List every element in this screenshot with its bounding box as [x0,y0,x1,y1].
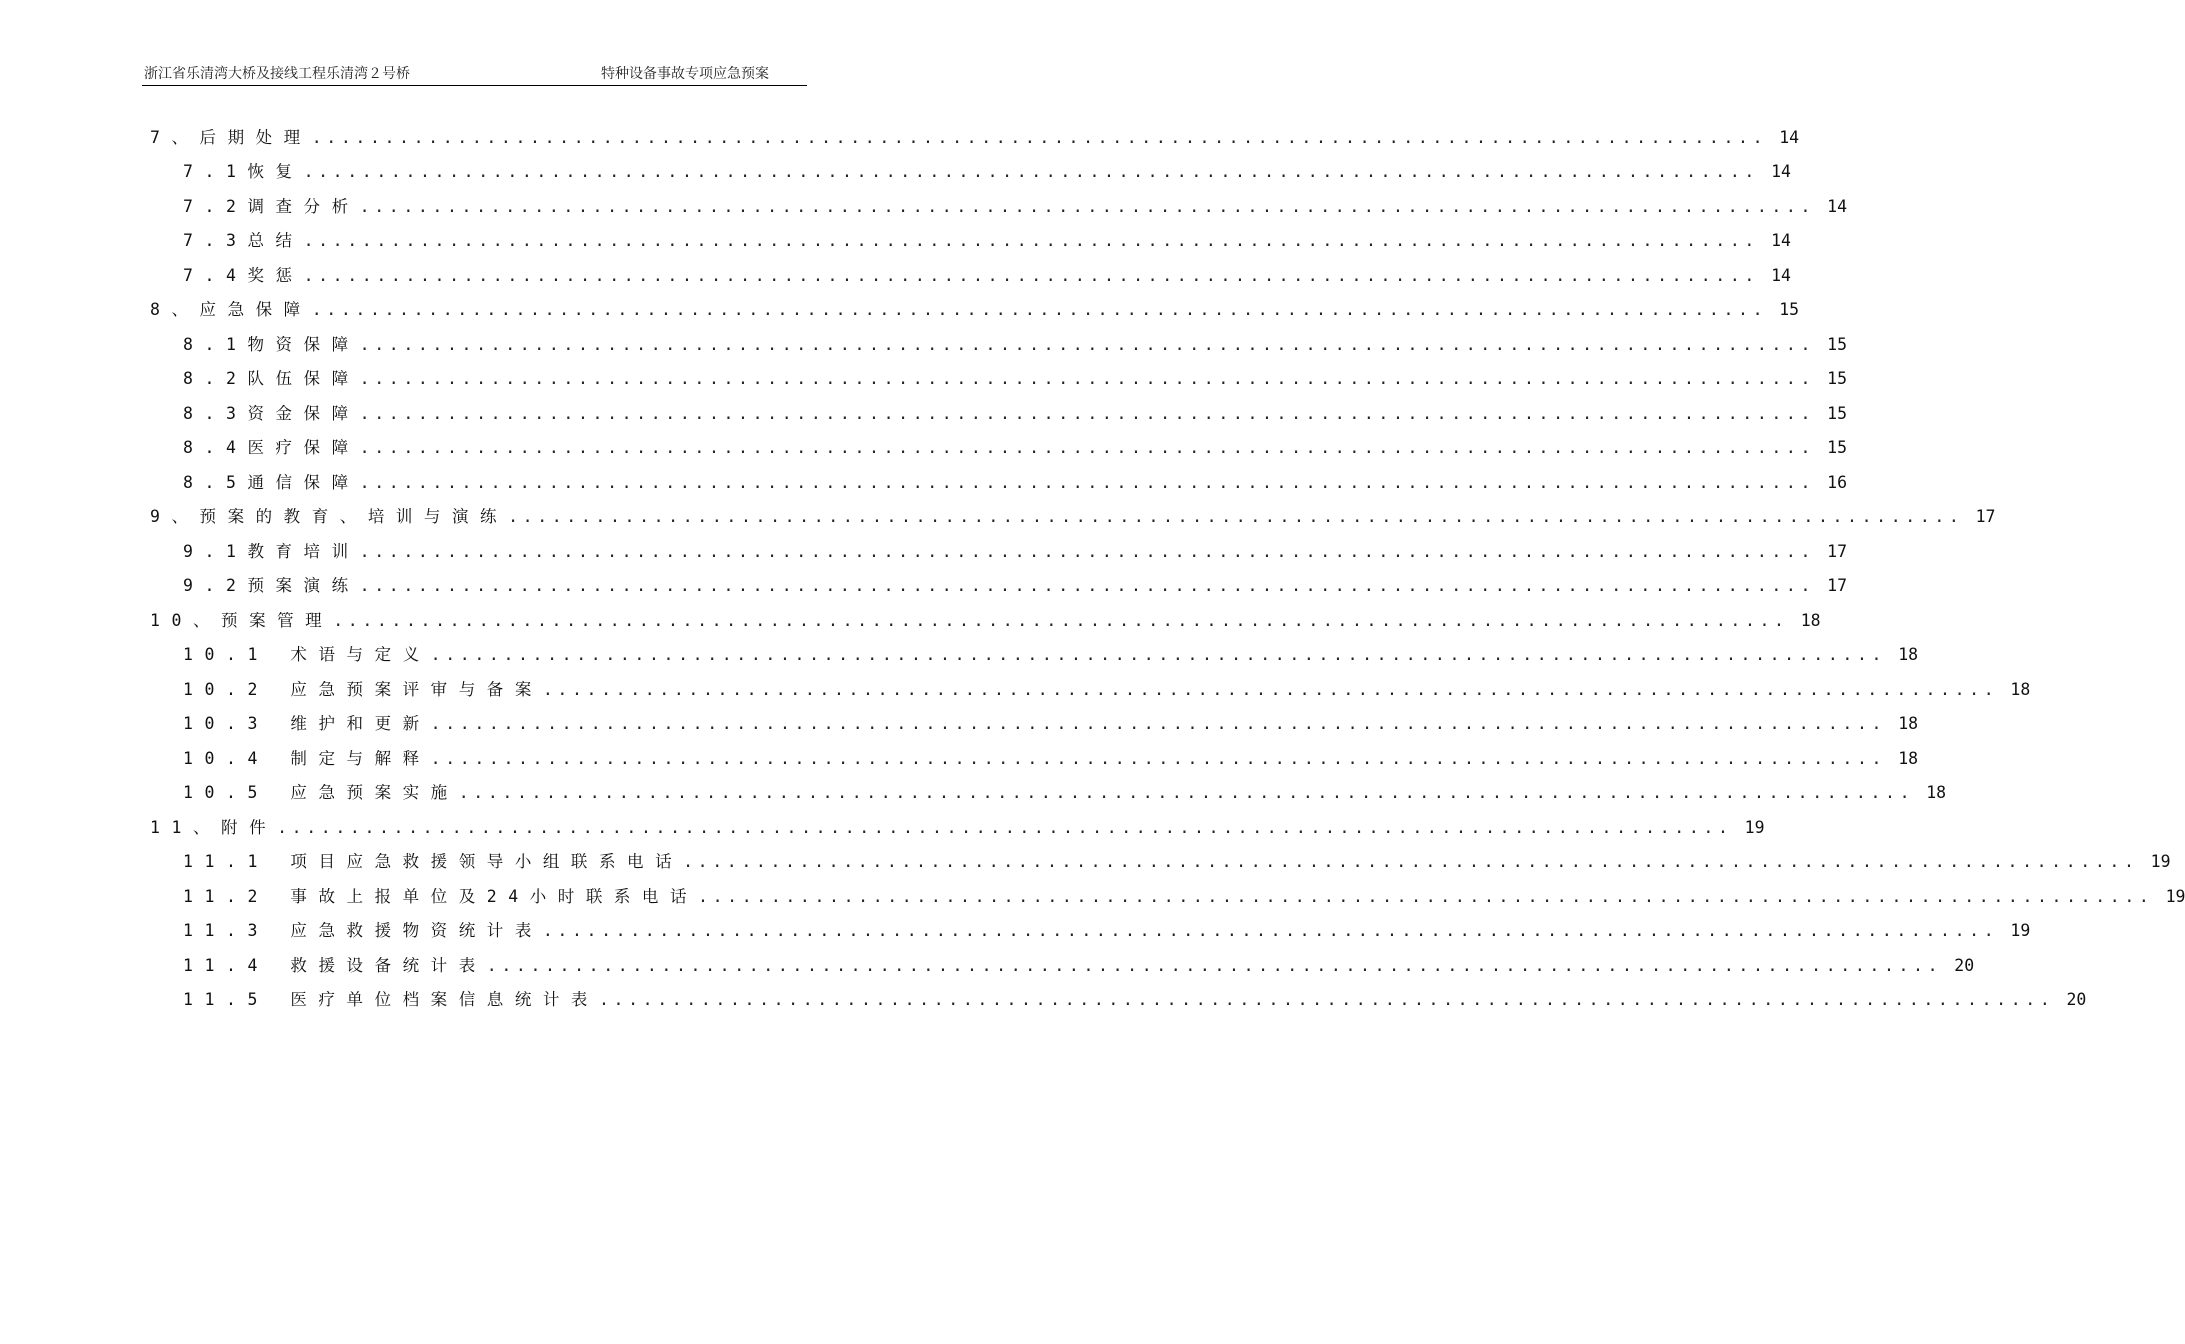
toc-dot-leader: .................................................................................................... [359,576,1816,595]
toc-entry-title: 7、后期处理 [150,128,312,147]
toc-entry[interactable] [183,367,1848,391]
toc-entry-title: 8.2队伍保障 [183,369,360,388]
toc-entry-page: 18 [1898,714,1919,733]
toc-entry-page: 14 [1827,197,1848,216]
toc-entry-title: 10.5 应急预案实施 [183,783,459,802]
toc-entry-title: 7.3总结 [183,231,304,250]
header-document-title: 特种设备事故专项应急预案 [601,66,769,82]
toc-entry-title: 8.4医疗保障 [183,438,360,457]
toc-dot-leader: .................................................................................................... [359,542,1816,561]
toc-entry-title: 11、附件 [150,818,278,837]
toc-entry-page: 16 [1827,473,1848,492]
toc-entry[interactable] [183,333,1848,357]
toc-dot-leader: .................................................................................................... [359,404,1816,423]
toc-entry[interactable] [183,712,1919,736]
toc-entry-page: 20 [2066,990,2087,1009]
toc-entry-title: 11.5 医疗单位档案信息统计表 [183,990,599,1009]
toc-entry[interactable] [183,264,1791,288]
toc-entry-page: 15 [1827,438,1848,457]
toc-entry-page: 19 [2010,921,2031,940]
toc-entry-page: 14 [1771,162,1791,181]
toc-dot-leader: .................................................................................................... [430,645,1887,664]
toc-entry-page: 18 [2010,680,2031,699]
toc-dot-leader: .................................................................................................... [303,266,1759,285]
toc-entry[interactable] [183,747,1919,771]
toc-entry[interactable] [150,609,1821,633]
toc-entry-page: 14 [1771,231,1791,250]
toc-entry[interactable] [183,885,2185,909]
toc-entry[interactable] [183,954,1975,978]
toc-dot-leader: .................................................................................................... [359,369,1816,388]
toc-entry-title: 10.1 术语与定义 [183,645,431,664]
toc-entry-page: 14 [1779,128,1800,147]
toc-dot-leader: .................................................................................................... [359,473,1816,492]
toc-dot-leader: .................................................................................................... [430,714,1887,733]
toc-dot-leader: .................................................................................................... [458,783,1915,802]
page-header [142,66,807,86]
toc-entry[interactable] [150,816,1765,840]
toc-entry[interactable] [183,229,1791,253]
toc-dot-leader: .................................................................................................... [683,852,2139,871]
toc-dot-leader: .................................................................................................... [698,887,2154,906]
toc-entry-title: 10.3 维护和更新 [183,714,431,733]
toc-entry-page: 17 [1827,576,1848,595]
toc-entry[interactable] [183,160,1791,184]
toc-entry-title: 8.1物资保障 [183,335,360,354]
toc-dot-leader: .................................................................................................... [311,300,1768,319]
toc-entry-title: 9、预案的教育、培训与演练 [150,507,509,526]
header-project-title: 浙江省乐清湾大桥及接线工程乐清湾２号桥 [144,66,410,82]
toc-entry[interactable] [183,402,1848,426]
toc-entry-page: 19 [2150,852,2171,871]
toc-dot-leader: .................................................................................................... [359,438,1816,457]
toc-entry-title: 9.1教育培训 [183,542,360,561]
toc-entry-page: 18 [1898,749,1919,768]
toc-entry-page: 15 [1827,369,1848,388]
toc-entry-page: 15 [1827,335,1848,354]
toc-entry-page: 18 [1800,611,1821,630]
toc-entry-page: 18 [1926,783,1947,802]
toc-entry[interactable] [183,643,1919,667]
toc-entry-title: 11.4 救援设备统计表 [183,956,487,975]
toc-dot-leader: .................................................................................................... [303,162,1759,181]
toc-dot-leader: .................................................................................................... [508,507,1964,526]
toc-entry-page: 14 [1771,266,1791,285]
toc-entry-title: 9.2预案演练 [183,576,360,595]
toc-entry-page: 17 [1975,507,1996,526]
toc-entry-title: 7.1恢复 [183,162,304,181]
toc-entry-title: 11.3 应急救援物资统计表 [183,921,543,940]
toc-dot-leader: .................................................................................................... [542,921,1999,940]
toc-entry-title: 11.1 项目应急救援领导小组联系电话 [183,852,684,871]
toc-dot-leader: .................................................................................................... [486,956,1943,975]
toc-entry[interactable] [183,781,1947,805]
toc-dot-leader: .................................................................................................... [277,818,1733,837]
toc-entry-page: 19 [1744,818,1765,837]
toc-entry[interactable] [183,678,2031,702]
toc-entry[interactable] [150,298,1800,322]
toc-entry-page: 17 [1827,542,1848,561]
toc-entry-title: 11.2 事故上报单位及24小时联系电话 [183,887,699,906]
toc-entry[interactable] [183,436,1848,460]
toc-entry[interactable] [183,540,1848,564]
toc-entry[interactable] [183,919,2031,943]
toc-dot-leader: .................................................................................................... [333,611,1789,630]
toc-entry-title: 8、应急保障 [150,300,312,319]
toc-dot-leader: .................................................................................................... [311,128,1768,147]
toc-entry-title: 8.3资金保障 [183,404,360,423]
toc-entry-title: 7.4奖惩 [183,266,304,285]
toc-entry-page: 20 [1954,956,1975,975]
toc-entry-title: 10、预案管理 [150,611,334,630]
toc-entry-title: 8.5通信保障 [183,473,360,492]
toc-entry[interactable] [183,574,1848,598]
toc-entry-page: 18 [1898,645,1919,664]
toc-entry-title: 10.4 制定与解释 [183,749,431,768]
toc-entry-title: 7.2调查分析 [183,197,360,216]
toc-entry[interactable] [150,505,1996,529]
toc-entry[interactable] [150,126,1800,150]
toc-entry[interactable] [183,195,1848,219]
toc-entry[interactable] [183,471,1848,495]
toc-dot-leader: .................................................................................................... [430,749,1887,768]
toc-entry[interactable] [183,850,2171,874]
toc-entry-page: 15 [1827,404,1848,423]
toc-entry-page: 19 [2165,887,2185,906]
toc-entry-title: 10.2 应急预案评审与备案 [183,680,543,699]
toc-dot-leader: .................................................................................................... [303,231,1759,250]
toc-dot-leader: .................................................................................................... [359,197,1816,216]
toc-entry[interactable] [183,988,2087,1012]
toc-entry-page: 15 [1779,300,1800,319]
toc-dot-leader: .................................................................................................... [542,680,1999,699]
toc-dot-leader: .................................................................................................... [598,990,2055,1009]
toc-dot-leader: .................................................................................................... [359,335,1816,354]
